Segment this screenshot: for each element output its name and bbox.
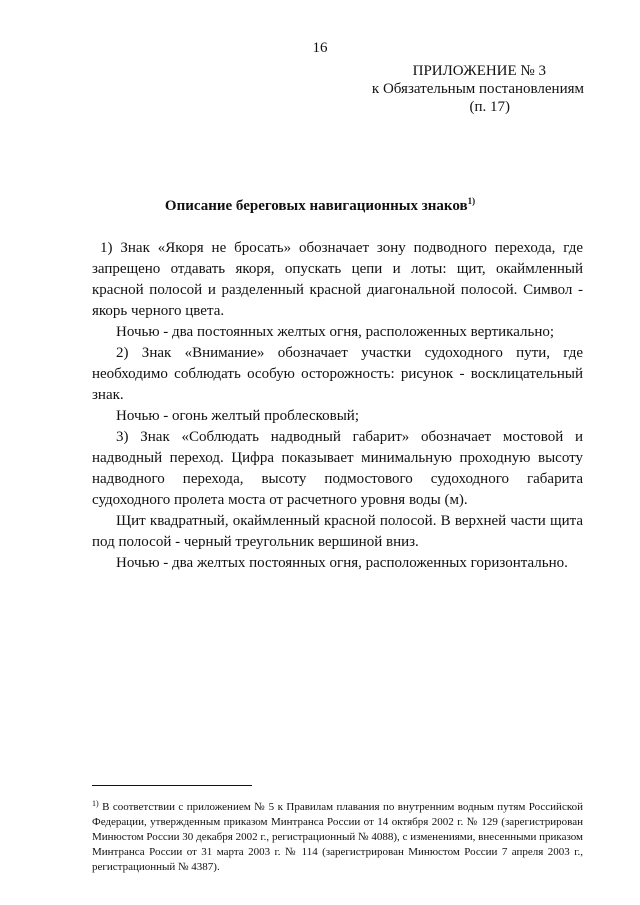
footnote-divider xyxy=(92,785,252,786)
document-title xyxy=(0,196,640,215)
appendix-header xyxy=(324,62,584,116)
paragraph: Ночью - огонь желтый проблесковый; xyxy=(116,408,359,424)
footnote-text: В соответствии с приложением № 5 к Правилам плавания по внутренним водным путям Российской Федерации, утвержденным приказом Минтранса России от 14 октября 2002 г. № 129 (зарегистрирован Минюстом России 30 декабря 2002 г., регистрационный № 4088), с изменениями, внесенными приказом Минтранса России от 31 марта 2003 г. № 114 (зарегистрирован Минюстом России 7 апреля 2003 г., регистрационный № 4387). xyxy=(92,801,583,873)
footnote xyxy=(92,796,583,875)
paragraph: Ночью - два постоянных желтых огня, расположенных вертикально; xyxy=(116,324,555,340)
body-text xyxy=(92,238,583,574)
document-title-text: Описание береговых навигационных знаков xyxy=(164,198,468,214)
page-number: 16 xyxy=(312,40,328,56)
paragraph: 1) Знак «Якоря не бросать» обозначает зону подводного перехода, где запрещено отдавать якоря, опускать цепи и лоты: щит, окаймленный красной полосой и разделенный красной диагональной полосой. Символ - якорь черного цвета. xyxy=(92,240,583,319)
appendix-clause: (п. 17) xyxy=(469,99,510,115)
footnote-mark: 1) xyxy=(92,799,99,808)
paragraph: Ночью - два желтых постоянных огня, расположенных горизонтально. xyxy=(116,555,568,571)
paragraph: 2) Знак «Внимание» обозначает участки судоходного пути, где необходимо соблюдать особую осторожность: рисунок - восклицательный знак. xyxy=(92,345,583,403)
appendix-reference: к Обязательным постановлениям xyxy=(371,81,584,97)
paragraph: Щит квадратный, окаймленный красной полосой. В верхней части щита под полосой - черный треугольник вершиной вниз. xyxy=(92,513,583,550)
appendix-title: ПРИЛОЖЕНИЕ № 3 xyxy=(412,63,546,79)
paragraph: 3) Знак «Соблюдать надводный габарит» обозначает мостовой и надводный переход. Цифра показывает минимальную проходную высоту надводного перехода, высоту подмостового судоходного габарита судоходного пролета моста от расчетного уровня воды (м). xyxy=(92,429,583,508)
title-footnote-mark: 1) xyxy=(467,196,476,206)
